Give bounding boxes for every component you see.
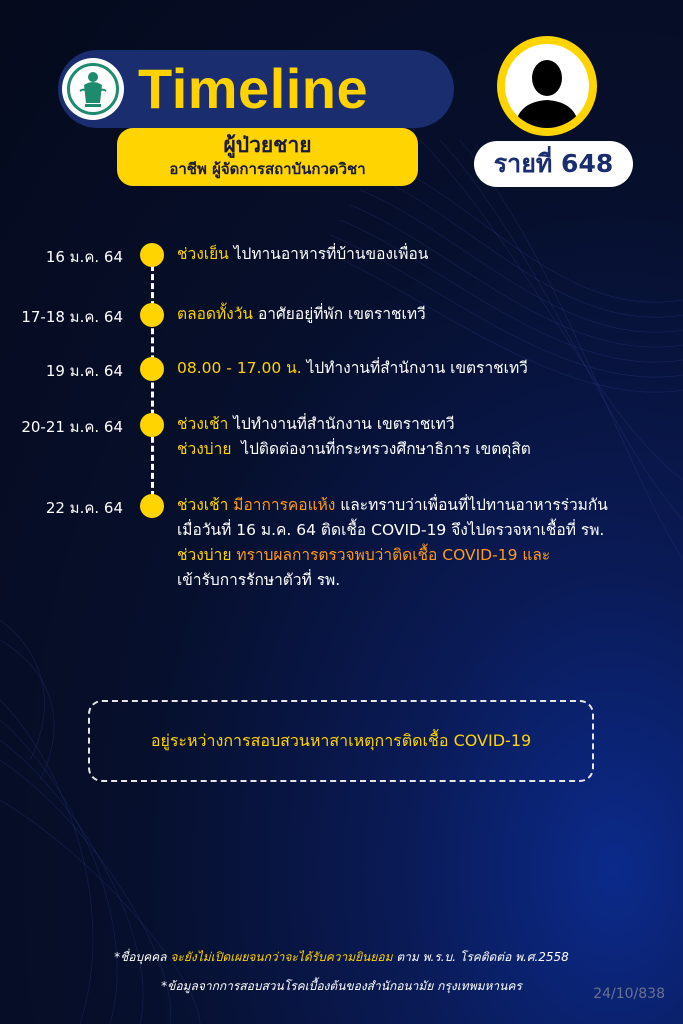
timeline-dot <box>140 413 164 437</box>
event-text: ช่วงบ่าย <box>177 440 232 458</box>
event-text: ช่วงเช้า <box>177 496 229 514</box>
timeline-dot <box>140 357 164 381</box>
patient-info-badge <box>117 128 418 186</box>
investigation-note <box>88 700 594 782</box>
timeline-dot <box>140 494 164 518</box>
event-text: มีอาการคอแห้ง <box>228 496 336 514</box>
privacy-emphasis: จะยังไม่เปิดเผยจนกว่าจะได้รับความยินยอม <box>170 950 393 964</box>
person-silhouette-icon <box>505 44 589 128</box>
event-line <box>177 493 608 518</box>
timeline-dot <box>140 303 164 327</box>
timeline-date: 20-21 ม.ค. 64 <box>21 418 123 436</box>
privacy-footnote <box>0 948 683 967</box>
page-title: Timeline <box>138 57 369 120</box>
event-line <box>177 568 608 593</box>
timeline-dot <box>140 243 164 267</box>
event-text: 08.00 - 17.00 น. <box>177 359 302 377</box>
occupation-label: อาชีพ ผู้จัดการสถาบันกวดวิชา <box>169 160 366 178</box>
event-text: ตลอดทั้งวัน <box>177 305 254 323</box>
bangkok-seal-icon <box>62 58 124 120</box>
event-text: ช่วงเย็น <box>177 245 229 263</box>
event-text: เข้ารับการรักษาตัวที่ รพ. <box>177 571 341 589</box>
avatar <box>497 36 597 136</box>
timeline-date: 16 ม.ค. 64 <box>45 248 123 266</box>
timeline-event <box>177 356 528 381</box>
investigation-note-text: อยู่ระหว่างการสอบสวนหาสาเหตุการติดเชื้อ COVID-19 <box>150 730 532 750</box>
event-line <box>177 518 608 543</box>
event-text: อาศัยอยู่ที่พัก เขตราชเทวี <box>253 305 426 323</box>
timeline-event <box>177 242 428 267</box>
event-text: ไปทำงานที่สำนักงาน เขตราชเทวี <box>228 415 455 433</box>
source-footnote: *ข้อมูลจากการสอบสวนโรคเบื้องต้นของสำนักอนามัย กรุงเทพมหานคร <box>161 979 522 993</box>
event-text: ไปทานอาหารที่บ้านของเพื่อน <box>228 245 429 263</box>
event-text: เมื่อวันที่ 16 ม.ค. 64 ติดเชื้อ COVID-19 จึงไปตรวจหาเชื้อที่ รพ. <box>177 521 605 539</box>
event-line <box>177 356 528 381</box>
timeline-event <box>177 493 608 593</box>
timeline-event <box>177 302 426 327</box>
patient-label: ผู้ป่วยชาย <box>223 133 312 157</box>
event-text: ไปทำงานที่สำนักงาน เขตราชเทวี <box>301 359 528 377</box>
event-text: และทราบว่าเพื่อนที่ไปทานอาหารร่วมกัน <box>335 496 608 514</box>
timeline-date: 22 ม.ค. 64 <box>45 499 123 517</box>
case-number-badge: รายที่ 648 <box>474 141 633 187</box>
timeline-date: 17-18 ม.ค. 64 <box>21 308 123 326</box>
event-line <box>177 437 531 462</box>
event-line <box>177 302 426 327</box>
timeline-connector <box>151 256 154 506</box>
timeline-event <box>177 412 531 462</box>
event-text: ไปติดต่องานที่กระทรวงศึกษาธิการ เขตดุสิต <box>231 440 531 458</box>
privacy-suffix: ตาม พ.ร.บ. โรคติดต่อ พ.ศ.2558 <box>392 950 569 964</box>
page-stamp: 24/10/838 <box>593 986 665 1002</box>
event-line <box>177 412 531 437</box>
privacy-prefix: *ชื่อบุคคล <box>114 950 171 964</box>
event-line <box>177 543 608 568</box>
event-text: ช่วงเช้า <box>177 415 229 433</box>
timeline-date: 19 ม.ค. 64 <box>45 362 123 380</box>
event-text: ช่วงบ่าย <box>177 546 232 564</box>
event-text: ทราบผลการตรวจพบว่าติดเชื้อ COVID-19 และ <box>231 546 551 564</box>
event-line <box>177 242 428 267</box>
